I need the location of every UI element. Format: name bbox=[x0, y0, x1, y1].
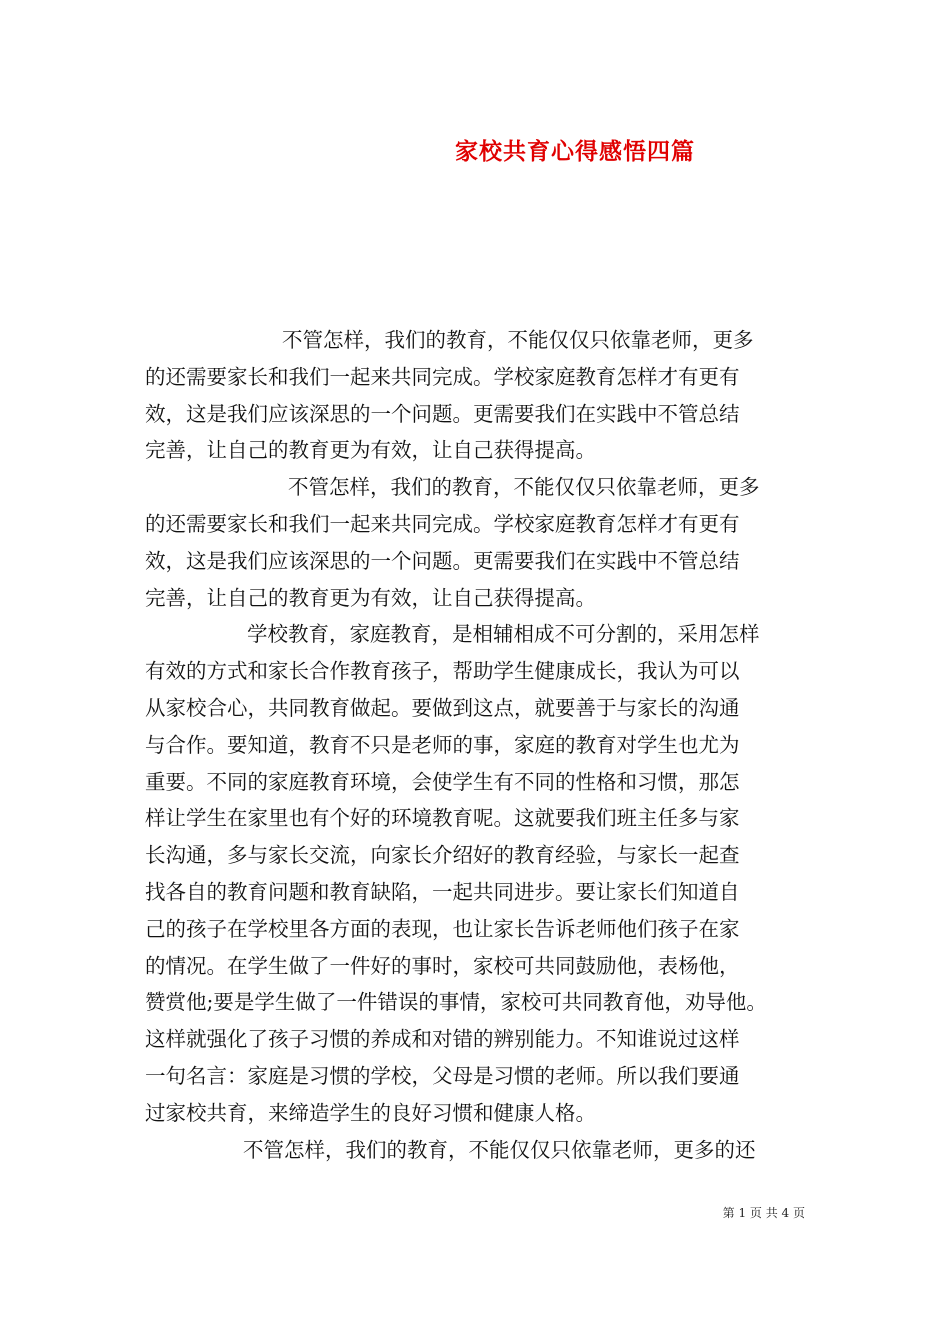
text-line: 的还需要家长和我们一起来共同完成。学校家庭教育怎样才有更有 bbox=[145, 511, 740, 536]
page-title: 家校共育心得感悟四篇 bbox=[455, 138, 695, 165]
text-line: 有效的方式和家长合作教育孩子，帮助学生健康成长，我认为可以 bbox=[145, 659, 740, 684]
text-line: 学校教育，家庭教育，是相辅相成不可分割的，采用怎样 bbox=[247, 622, 760, 647]
text-line: 完善，让自己的教育更为有效，让自己获得提高。 bbox=[145, 438, 596, 463]
text-line: 长沟通，多与家长交流，向家长介绍好的教育经验，与家长一起查 bbox=[145, 843, 740, 868]
text-line: 与合作。要知道，教育不只是老师的事，家庭的教育对学生也尤为 bbox=[145, 732, 740, 757]
text-line: 赞赏他;要是学生做了一件错误的事情，家校可共同教育他，劝导他。 bbox=[145, 990, 767, 1015]
text-line: 完善，让自己的教育更为有效，让自己获得提高。 bbox=[145, 585, 596, 610]
text-line: 一句名言：家庭是习惯的学校，父母是习惯的老师。所以我们要通 bbox=[145, 1063, 740, 1088]
text-line: 不管怎样，我们的教育，不能仅仅只依靠老师，更多 bbox=[282, 328, 754, 352]
text-line: 过家校共育，来缔造学生的良好习惯和健康人格。 bbox=[145, 1100, 596, 1125]
text-line: 的情况。在学生做了一件好的事时，家校可共同鼓励他，表杨他， bbox=[145, 953, 740, 978]
text-line: 不管怎样，我们的教育，不能仅仅只依靠老师，更多的还 bbox=[243, 1137, 756, 1162]
text-line: 效，这是我们应该深思的一个问题。更需要我们在实践中不管总结 bbox=[145, 401, 740, 426]
text-line: 找各自的教育问题和教育缺陷，一起共同进步。要让家长们知道自 bbox=[145, 879, 740, 904]
page-number-footer: 第 1 页 共 4 页 bbox=[722, 1206, 805, 1220]
document-body bbox=[145, 322, 810, 1168]
text-line: 效，这是我们应该深思的一个问题。更需要我们在实践中不管总结 bbox=[145, 548, 740, 573]
text-line: 样让学生在家里也有个好的环境教育呢。这就要我们班主任多与家 bbox=[145, 806, 740, 831]
text-line: 的还需要家长和我们一起来共同完成。学校家庭教育怎样才有更有 bbox=[145, 364, 740, 389]
text-line: 重要。不同的家庭教育环境，会使学生有不同的性格和习惯，那怎 bbox=[145, 769, 740, 794]
text-line: 从家校合心，共同教育做起。要做到这点，就要善于与家长的沟通 bbox=[145, 695, 740, 720]
text-line: 这样就强化了孩子习惯的养成和对错的辨别能力。不知谁说过这样 bbox=[145, 1027, 740, 1052]
text-line: 不管怎样，我们的教育，不能仅仅只依靠老师，更多 bbox=[288, 475, 760, 500]
text-line: 己的孩子在学校里各方面的表现，也让家长告诉老师他们孩子在家 bbox=[145, 916, 740, 941]
